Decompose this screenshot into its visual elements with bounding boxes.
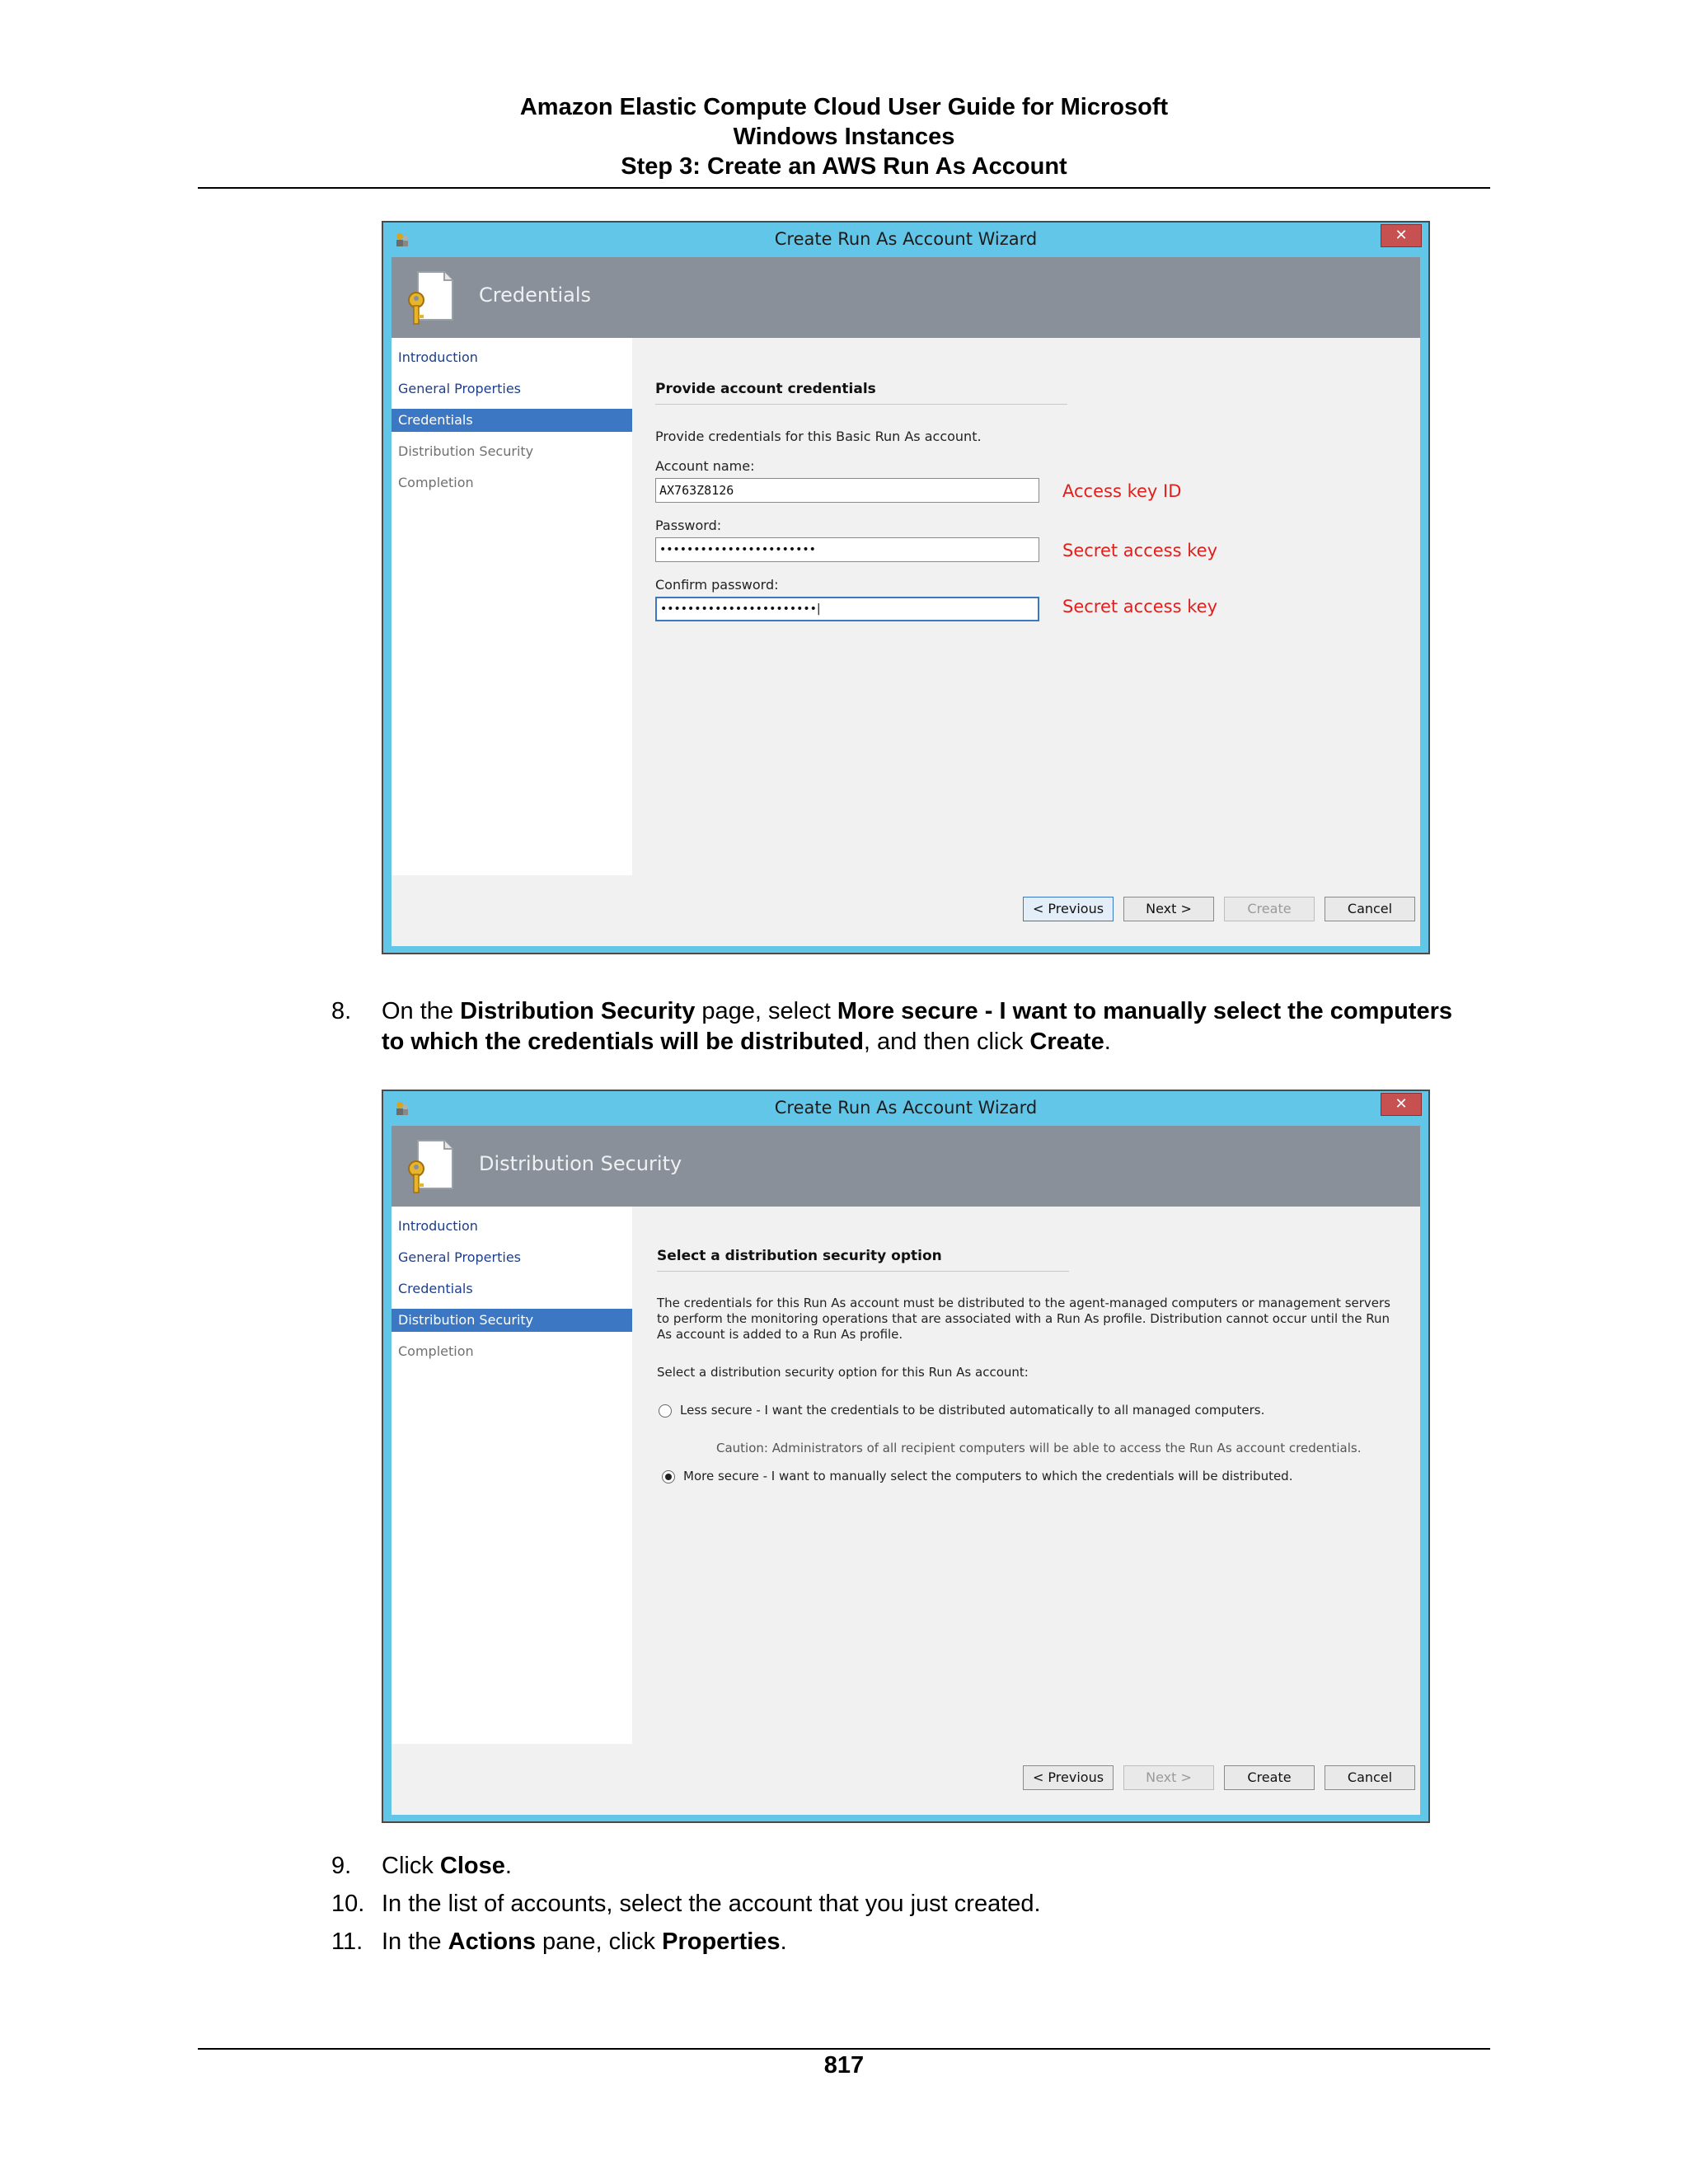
step-8-b4: Create — [1029, 1029, 1104, 1055]
window-title: Create Run As Account Wizard — [774, 229, 1038, 249]
caution-text: Caution: Administrators of all recipient computers will be able to access the Run As account credentials. — [716, 1441, 1362, 1455]
step-11-number: 11. — [331, 1929, 363, 1955]
step-11-t1: In the — [382, 1929, 448, 1955]
wizard-window-credentials — [382, 221, 1430, 954]
account-name-label: Account name: — [655, 458, 755, 474]
wizard-banner — [392, 257, 1420, 338]
step-11-b2: Properties — [662, 1929, 781, 1955]
step-10-t1: In the list of accounts, select the account that you just created. — [382, 1891, 1041, 1917]
window-title: Create Run As Account Wizard — [774, 1098, 1038, 1118]
step-11-t2: pane, click — [535, 1929, 663, 1955]
annotation-secret-access-key-confirm: Secret access key — [1062, 597, 1217, 616]
previous-button[interactable]: < Previous — [1023, 1765, 1114, 1790]
section-divider — [655, 404, 1067, 405]
page-number: 817 — [823, 2052, 865, 2079]
wizard-footer — [392, 1744, 1420, 1815]
description-line-1: The credentials for this Run As account must be distributed to the agent-managed computers or management servers — [657, 1296, 1390, 1310]
step-9-text — [382, 1851, 512, 1882]
cancel-button[interactable]: Cancel — [1325, 1765, 1415, 1790]
step-introduction[interactable]: Introduction — [398, 1218, 478, 1234]
section-heading: Select a distribution security option — [657, 1248, 942, 1264]
create-button[interactable]: Create — [1224, 1765, 1315, 1790]
wizard-banner — [392, 1126, 1420, 1207]
header-divider — [198, 187, 1490, 189]
step-9-number: 9. — [331, 1853, 352, 1879]
password-label: Password: — [655, 518, 722, 533]
next-button[interactable]: Next > — [1123, 897, 1214, 921]
step-11-t3: . — [780, 1929, 787, 1955]
section-divider — [657, 1271, 1069, 1272]
wizard-body — [392, 338, 1420, 875]
confirm-password-field[interactable]: •••••••••••••••••••••••| — [655, 597, 1039, 621]
step-9-t2: . — [504, 1853, 512, 1879]
header-line-1: Amazon Elastic Compute Cloud User Guide for Microsoft — [519, 94, 1169, 120]
wizard-steps-nav — [392, 338, 632, 875]
close-button[interactable]: ✕ — [1381, 224, 1422, 247]
step-11-text — [382, 1927, 787, 1957]
step-9-t1: Click — [382, 1853, 440, 1879]
password-field[interactable]: ••••••••••••••••••••••• — [655, 537, 1039, 562]
footer-divider — [198, 2048, 1490, 2050]
banner-title: Credentials — [479, 284, 592, 307]
wizard-body — [392, 1207, 1420, 1744]
description-line-3: As account is added to a Run As profile. — [657, 1327, 903, 1342]
step-9-b1: Close — [439, 1853, 505, 1879]
step-completion[interactable]: Completion — [398, 475, 474, 490]
title-bar — [383, 223, 1428, 257]
less-secure-label[interactable]: Less secure - I want the credentials to be distributed automatically to all managed computers. — [680, 1403, 1265, 1418]
step-completion[interactable]: Completion — [398, 1343, 474, 1359]
step-8-number: 8. — [331, 998, 352, 1024]
header-line-3: Step 3: Create an AWS Run As Account — [621, 153, 1067, 180]
cancel-button[interactable]: Cancel — [1325, 897, 1415, 921]
step-8-t3: , and then click — [863, 1029, 1030, 1055]
credentials-key-icon — [403, 1137, 457, 1197]
select-prompt: Select a distribution security option for this Run As account: — [657, 1365, 1029, 1380]
previous-button[interactable]: < Previous — [1023, 897, 1114, 921]
step-8-t1: On the — [382, 998, 461, 1024]
step-8-b2: More secure - I want to manually select the computers — [837, 998, 1452, 1024]
step-8-text — [382, 996, 1494, 1057]
wizard-steps-nav — [392, 1207, 632, 1744]
step-distribution-security[interactable]: Distribution Security — [398, 443, 534, 459]
wizard-content — [632, 1207, 1420, 1744]
next-button[interactable]: Next > — [1123, 1765, 1214, 1790]
wizard-content — [632, 338, 1420, 875]
step-10-number: 10. — [331, 1891, 365, 1917]
create-button[interactable]: Create — [1224, 897, 1315, 921]
wizard-footer — [392, 875, 1420, 946]
step-8-b1: Distribution Security — [460, 998, 696, 1024]
step-credentials[interactable]: Credentials — [398, 1281, 473, 1296]
annotation-secret-access-key: Secret access key — [1062, 541, 1217, 560]
step-10-text — [382, 1889, 1041, 1919]
more-secure-radio[interactable] — [662, 1470, 675, 1483]
close-button[interactable]: ✕ — [1381, 1093, 1422, 1116]
step-8-t4: . — [1104, 1029, 1111, 1055]
step-8-b3: to which the credentials will be distributed — [382, 1029, 864, 1055]
more-secure-label[interactable]: More secure - I want to manually select the computers to which the credentials will be distributed. — [683, 1469, 1293, 1483]
description-line-2: to perform the monitoring operations that are associated with a Run As profile. Distribution cannot occur until the Run — [657, 1311, 1390, 1326]
credentials-key-icon — [403, 269, 457, 328]
step-11-b1: Actions — [448, 1929, 536, 1955]
step-credentials[interactable]: Credentials — [392, 409, 632, 432]
step-general-properties[interactable]: General Properties — [398, 381, 521, 396]
intro-text: Provide credentials for this Basic Run As account. — [655, 429, 982, 444]
section-heading: Provide account credentials — [655, 381, 876, 397]
banner-title: Distribution Security — [479, 1152, 682, 1175]
less-secure-radio[interactable] — [659, 1404, 672, 1418]
confirm-password-label: Confirm password: — [655, 577, 779, 593]
step-general-properties[interactable]: General Properties — [398, 1249, 521, 1265]
step-distribution-security[interactable]: Distribution Security — [392, 1309, 632, 1332]
step-introduction[interactable]: Introduction — [398, 349, 478, 365]
document-header — [0, 92, 1688, 181]
annotation-access-key-id: Access key ID — [1062, 481, 1182, 501]
account-name-field[interactable]: AX763Z8126 — [655, 478, 1039, 503]
header-line-2: Windows Instances — [733, 124, 955, 150]
wizard-window-distribution-security — [382, 1090, 1430, 1823]
title-bar — [383, 1091, 1428, 1126]
step-8-t2: page, select — [695, 998, 837, 1024]
